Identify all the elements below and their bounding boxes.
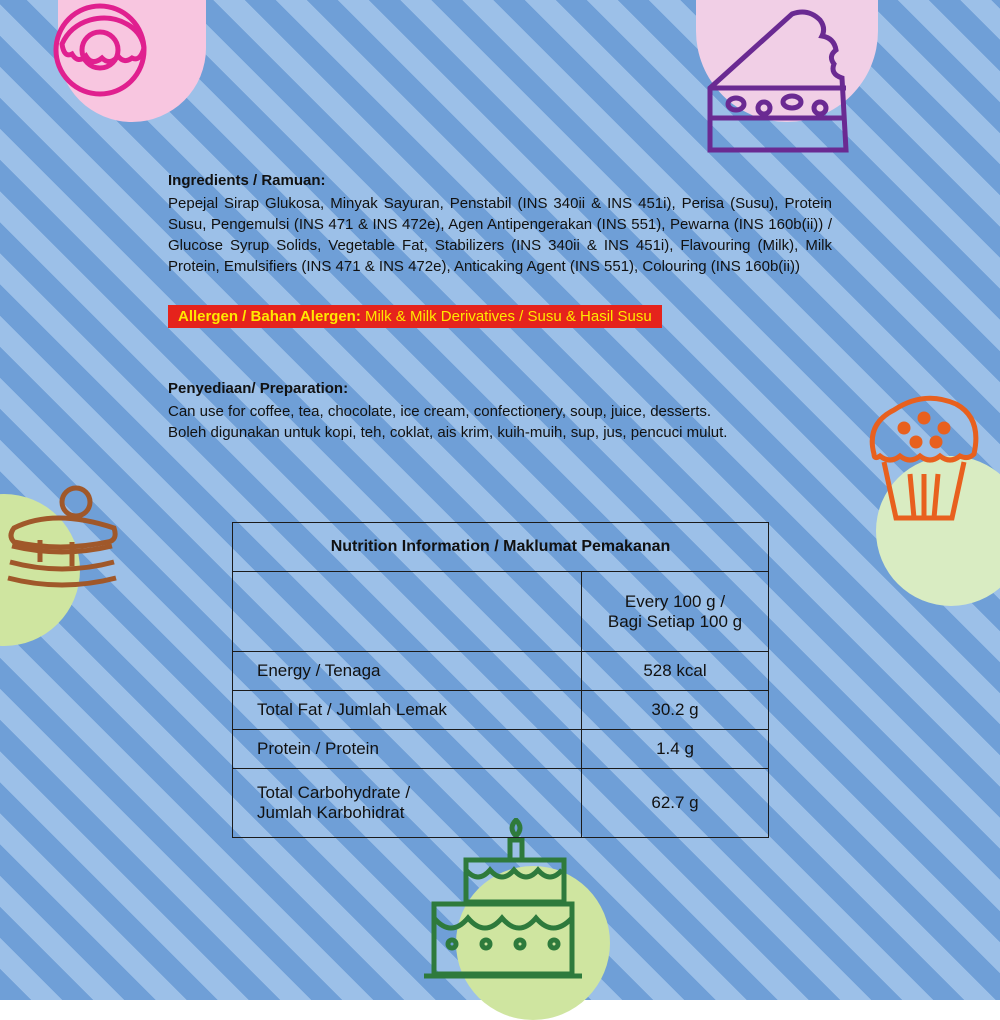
preparation-section	[168, 380, 832, 443]
nutrition-title: Nutrition Information / Maklumat Pemakanan	[233, 523, 769, 572]
preparation-line-2: Boleh digunakan untuk kopi, teh, coklat, ais krim, kuih-muih, sup, jus, pencuci mulut.	[168, 424, 728, 441]
nutrient-label: Protein / Protein	[233, 730, 582, 769]
ingredients-heading: Ingredients / Ramuan:	[168, 172, 326, 189]
per-serving-header	[582, 572, 769, 652]
preparation-heading: Penyediaan/ Preparation:	[168, 380, 349, 397]
ingredients-text: Pepejal Sirap Glukosa, Minyak Sayuran, Penstabil (INS 340ii & INS 451i), Perisa (Susu), Protein Susu, Pengemulsi (INS 471 & INS 472e), Agen Antipengerakan (INS 551), Pewarna (INS 160b(ii)) / Glucose Syrup Solids, Vegetable Fat, Stabilizers (INS 340ii & INS 451i), Flavouring (Milk), Milk Protein, Emulsifiers (INS 471 & INS 472e), Anticaking Agent (INS 551), Colouring (INS 160b(ii))	[168, 195, 832, 275]
table-row	[233, 769, 769, 838]
empty-header-cell	[233, 572, 582, 652]
preparation-line-1: Can use for coffee, tea, chocolate, ice cream, confectionery, soup, juice, desserts.	[168, 403, 712, 420]
nutrient-label-line-2: Jumlah Karbohidrat	[257, 803, 405, 822]
per-serving-line-2: Bagi Setiap 100 g	[607, 611, 743, 631]
nutrient-label	[233, 769, 582, 838]
label-content	[168, 172, 832, 443]
pie-slice-icon	[700, 0, 860, 160]
nutrition-table	[232, 522, 769, 838]
nutrient-value: 30.2 g	[582, 691, 769, 730]
table-row	[233, 572, 769, 652]
nutrient-value: 62.7 g	[582, 769, 769, 838]
per-serving-line-1: Every 100 g /	[624, 591, 726, 611]
nutrient-label-line-1: Total Carbohydrate /	[257, 783, 411, 802]
table-row	[233, 691, 769, 730]
birthday-cake-icon	[416, 818, 586, 988]
donut-icon	[28, 0, 148, 135]
nutrient-value: 528 kcal	[582, 652, 769, 691]
nutrient-label: Energy / Tenaga	[233, 652, 582, 691]
muffin-icon	[864, 394, 984, 524]
pancake-stack-icon	[0, 482, 120, 602]
allergen-label: Allergen / Bahan Alergen:	[178, 308, 361, 325]
table-row	[233, 730, 769, 769]
table-row	[233, 652, 769, 691]
allergen-value: Milk & Milk Derivatives / Susu & Hasil Susu	[364, 308, 652, 325]
nutrient-value: 1.4 g	[582, 730, 769, 769]
allergen-banner	[168, 305, 662, 328]
nutrient-label: Total Fat / Jumlah Lemak	[233, 691, 582, 730]
